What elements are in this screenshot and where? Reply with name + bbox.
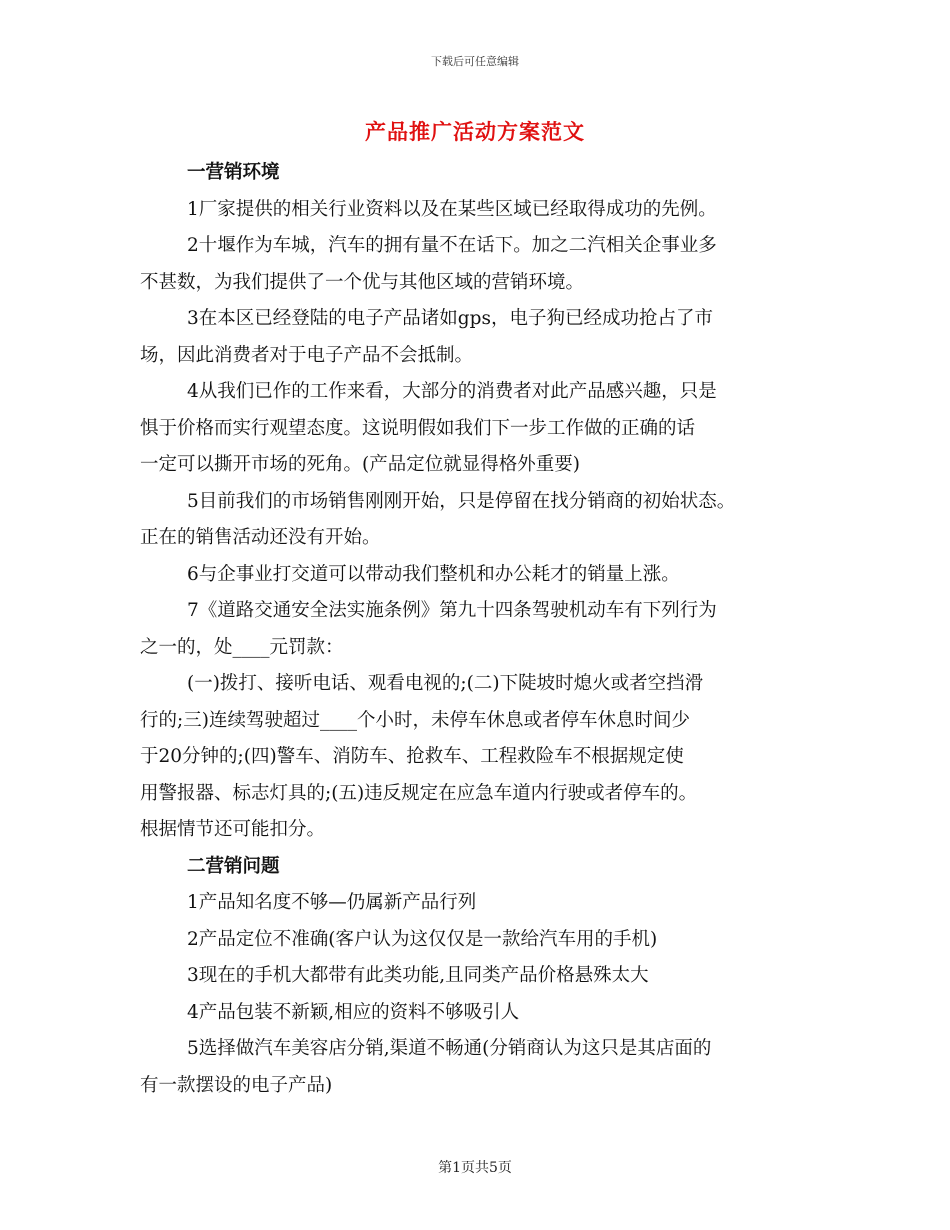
paragraph-line: 3现在的手机大都带有此类功能,且同类产品价格悬殊太大 xyxy=(187,965,649,986)
paragraph-line: 2十堰作为车城，汽车的拥有量不在话下。加之二汽相关企事业多 xyxy=(187,235,717,256)
document-title: 产品推广活动方案范文 xyxy=(365,120,585,144)
document-body xyxy=(140,155,830,1104)
paragraph-line: 根据情节还可能扣分。 xyxy=(140,819,326,840)
paragraph-line: 5目前我们的市场销售刚刚开始，只是停留在找分销商的初始状态。 xyxy=(187,490,736,512)
paragraph-line: 正在的销售活动还没有开始。 xyxy=(140,527,381,548)
paragraph-line: 3在本区已经登陆的电子产品诸如gps，电子狗已经成功抢占了市 xyxy=(187,308,713,329)
paragraph-line: 有一款摆设的电子产品) xyxy=(140,1074,333,1096)
paragraph-line: 用警报器、标志灯具的;(五)违反规定在应急车道内行驶或者停车的。 xyxy=(140,782,698,804)
paragraph-line: 4从我们已作的工作来看，大部分的消费者对此产品感兴趣，只是 xyxy=(187,381,717,402)
paragraph-line: 5选择做汽车美容店分销,渠道不畅通(分销商认为这只是其店面的 xyxy=(187,1038,712,1059)
paragraph-line: 一定可以撕开市场的死角。(产品定位就显得格外重要) xyxy=(140,454,580,475)
paragraph-line: 4产品包装不新颖,相应的资料不够吸引人 xyxy=(187,1001,520,1023)
paragraph-line: 不甚数，为我们提供了一个优与其他区域的营销环境。 xyxy=(140,271,585,293)
paragraph-line: 行的;三)连续驾驶超过____个小时，未停车休息或者停车休息时间少 xyxy=(140,709,690,731)
paragraph-line: 2产品定位不准确(客户认为这仅仅是一款给汽车用的手机) xyxy=(187,928,658,950)
paragraph-line: 惧于价格而实行观望态度。这说明假如我们下一步工作做的正确的话 xyxy=(140,417,696,439)
page-footer: 第1页共5页 xyxy=(438,1160,512,1176)
paragraph-line: 于20分钟的;(四)警车、消防车、抢救车、工程救险车不根据规定使 xyxy=(140,746,684,767)
paragraph-line: 1厂家提供的相关行业资料以及在某些区域已经取得成功的先例。 xyxy=(187,198,717,220)
paragraph-line: 6与企事业打交道可以带动我们整机和办公耗才的销量上涨。 xyxy=(187,563,680,585)
paragraph-line: 之一的，处____元罚款： xyxy=(140,636,344,658)
page-header: 下载后可任意编辑 xyxy=(431,55,519,68)
paragraph-line: (一)拨打、接听电话、观看电视的;(二)下陡坡时熄火或者空挡滑 xyxy=(187,673,704,694)
paragraph-line: 场，因此消费者对于电子产品不会抵制。 xyxy=(140,344,474,366)
section-heading: 二营销问题 xyxy=(187,855,280,877)
section-heading: 一营销环境 xyxy=(187,162,280,183)
paragraph-line: 7《道路交通安全法实施条例》第九十四条驾驶机动车有下列行为 xyxy=(187,600,717,621)
paragraph-line: 1产品知名度不够—仍属新产品行列 xyxy=(187,892,477,913)
